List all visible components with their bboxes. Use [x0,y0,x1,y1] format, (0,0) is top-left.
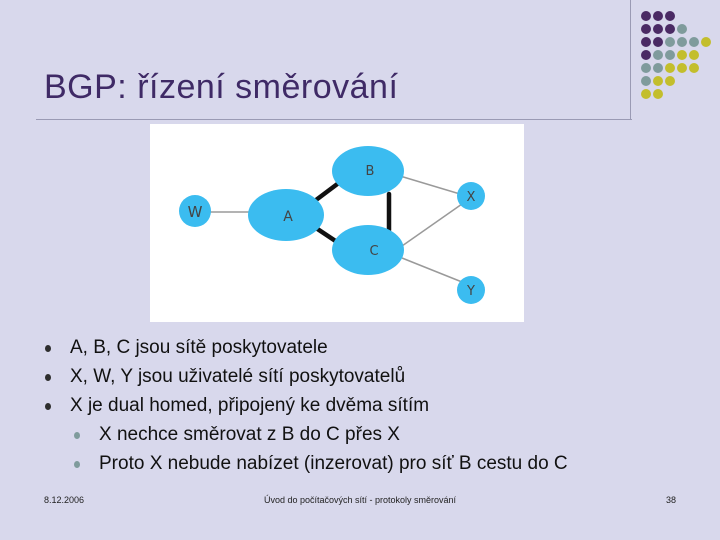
bullet-text: A, B, C jsou sítě poskytovatele [70,337,328,358]
node-x-label: X [466,190,476,205]
network-diagram [150,124,524,322]
node-c [332,225,404,275]
header-horizontal-rule [36,119,632,120]
link-a-b [316,182,340,200]
bullet-list [44,336,704,481]
sub-bullet-dot-icon [74,461,80,468]
node-a-label: A [283,209,293,225]
sub-bullet-text: X nechce směrovat z B do C přes X [99,424,400,445]
decorative-dot-grid [640,10,712,104]
footer-date: 8.12.2006 [44,495,85,505]
bullet-item [44,365,704,394]
bullet-item [44,394,704,423]
link-b-x [400,176,460,194]
footer-title: Úvod do počítačových sítí - protokoly směrování [263,495,457,505]
node-c-label: C [369,244,379,259]
sub-bullet-dot-icon [74,432,80,439]
bullet-item [44,336,704,365]
bullet-text: X je dual homed, připojený ke dvěma sítím [70,395,430,416]
bullet-dot-icon [45,403,51,410]
node-w-label: W [187,203,203,221]
slide-title: BGP: řízení směrování [44,68,399,106]
network-diagram-svg [150,124,524,322]
node-b-label: B [365,164,375,179]
slide-number: 38 [665,495,676,505]
link-c-y [402,258,462,282]
node-y-label: Y [467,284,475,299]
link-c-x [402,204,462,246]
bullet-text: X, W, Y jsou uživatelé sítí poskytovatelů [70,366,406,387]
bullet-dot-icon [45,374,51,381]
header-vertical-rule [630,0,631,120]
sub-bullet-item [44,423,704,452]
sub-bullet-text: Proto X nebude nabízet (inzerovat) pro síť B cestu do C [99,453,568,474]
sub-bullet-item [44,452,704,481]
bullet-dot-icon [45,345,51,352]
